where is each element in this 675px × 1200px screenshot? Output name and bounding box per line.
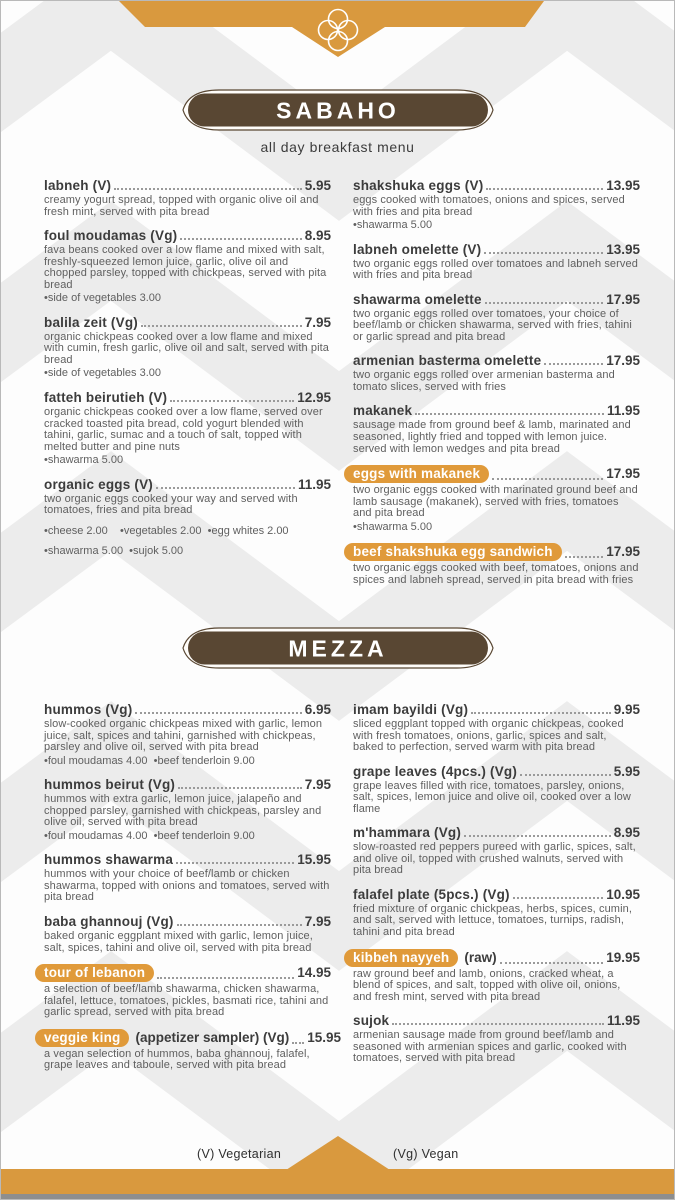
menu-item-header	[353, 949, 640, 967]
menu-item-description: slow-roasted red peppers pureed with garlic, spices, salt, and olive oil, topped with crushed walnuts, served with pita bread	[353, 841, 636, 877]
menu-item-header	[353, 702, 640, 717]
menu-item-name: beef shakshuka egg sandwich	[344, 543, 562, 561]
menu-item-name: falafel plate (5pcs.) (Vg)	[353, 886, 510, 902]
menu-item-header	[44, 777, 331, 792]
menu-item-description: grape leaves filled with rice, tomatoes, parsley, onions, salt, spices, lemon juice and olive oil, cooked over a low flame	[353, 779, 631, 815]
menu-item-header	[353, 292, 640, 307]
menu-item-addon: •side of vegetables 3.00	[44, 367, 161, 380]
menu-item-price: 8.95	[304, 228, 331, 244]
menu-item	[44, 914, 331, 954]
dotted-leader	[178, 787, 302, 789]
section-badge-mezza	[180, 623, 496, 678]
menu-item	[353, 465, 640, 533]
menu-item	[44, 178, 331, 218]
menu-item-description: two organic eggs rolled over tomatoes and labneh served with fries and pita bread	[353, 257, 638, 282]
menu-item-addon: •foul moudamas 4.00 •beef tenderloin 9.00	[44, 829, 255, 842]
menu-item-header	[353, 543, 640, 561]
menu-item-price: 11.95	[606, 403, 640, 419]
menu-item-header	[44, 178, 331, 193]
menu-item-header	[44, 477, 331, 492]
dotted-leader	[492, 478, 603, 480]
menu-item	[44, 390, 331, 467]
menu-item-description: slow-cooked organic chickpeas mixed with garlic, lemon juice, salt, spices and tahini, garnished with chickpeas, parsley and olive oil, served with pita bread	[44, 718, 323, 754]
menu-item-price: 9.95	[613, 702, 640, 717]
menu-item-header	[44, 390, 331, 405]
menu-item	[44, 852, 331, 904]
menu-item-name: eggs with makanek	[344, 465, 489, 483]
menu-item-description: baked organic eggplant mixed with garlic, lemon juice, salt, spices, tahini and olive oil, served with pita bread	[44, 930, 313, 954]
menu-item-name: labneh omelette (V)	[353, 241, 482, 257]
menu-column-left	[44, 178, 331, 596]
menu-item-header	[353, 403, 640, 418]
menu-item-price: 5.95	[613, 763, 640, 779]
menu-item-price: 11.95	[606, 1013, 640, 1029]
menu-item-description: two organic eggs rolled over armenian basterma and tomato slices, served with fries	[353, 369, 615, 393]
menu-item-price: 15.95	[297, 852, 331, 868]
menu-item-name: imam bayildi (Vg)	[353, 702, 469, 717]
menu-item-price: 6.95	[304, 702, 331, 717]
menu-item	[353, 764, 640, 816]
menu-item-description: armenian sausage made from ground beef/lamb and seasoned with armenian spices and garlic, cooked with tomatoes, served with pita bread	[353, 1029, 627, 1065]
menu-item	[44, 1029, 342, 1072]
section-title-sabaho: SABAHO	[275, 97, 400, 124]
dotted-leader	[156, 487, 295, 489]
dotted-leader	[485, 302, 603, 304]
dotted-leader	[141, 325, 302, 327]
section-badge-sabaho	[180, 85, 496, 140]
menu-item-name: veggie king	[35, 1029, 129, 1047]
dotted-leader	[415, 413, 604, 415]
menu-item-name: hummos shawarma	[44, 852, 174, 868]
menu-item	[353, 403, 640, 455]
dotted-leader	[520, 774, 611, 776]
menu-item-name: armenian basterma omelette	[353, 353, 542, 369]
menu-item-header	[44, 1029, 342, 1047]
menu-item-price: 13.95	[606, 178, 640, 193]
dotted-leader	[176, 862, 294, 864]
dotted-leader	[471, 712, 611, 714]
menu-item-header	[44, 914, 331, 929]
menu-item-description: sausage made from ground beef & lamb, marinated and seasoned, lightly fried and topped with lemon juice. served with lemon wedges and pita bread	[353, 419, 631, 455]
dotted-leader	[170, 400, 294, 402]
menu-item-header	[44, 315, 331, 330]
menu-item-suffix: (appetizer sampler) (Vg)	[135, 1029, 290, 1045]
menu-item-price: 11.95	[297, 476, 331, 492]
menu-item-name: sujok	[353, 1013, 390, 1029]
menu-item-price: 7.95	[304, 914, 331, 930]
dotted-leader	[544, 363, 603, 365]
dotted-leader	[500, 962, 604, 964]
dotted-leader	[180, 238, 301, 240]
footer-peak-shape	[286, 1136, 390, 1170]
menu-item-name: organic eggs (V)	[44, 476, 153, 492]
menu-item-price: 13.95	[606, 241, 640, 257]
menu-item-header	[353, 764, 640, 779]
menu-item	[353, 949, 640, 1004]
menu-item-header	[353, 353, 640, 368]
menu-item-name: shakshuka eggs (V)	[353, 178, 484, 193]
menu-item-price: 8.95	[613, 825, 640, 841]
menu-item-description: hummos with extra garlic, lemon juice, jalapeño and chopped parsley, garnished with chickpeas, parsley and olive oil, served with pita bread	[44, 793, 322, 829]
menu-item-addon: •shawarma 5.00	[353, 219, 433, 232]
menu-item-addons	[353, 220, 640, 232]
menu-item-name: makanek	[353, 403, 413, 419]
menu-item-description: sliced eggplant topped with organic chickpeas, cooked with fresh tomatoes, onions, garlic, spices and salt, baked to perfection, served warm with pita bread	[353, 718, 624, 754]
dotted-leader	[157, 977, 294, 979]
menu-column-right	[353, 702, 640, 1082]
menu-item-price: 12.95	[297, 390, 331, 406]
menu-item-addons	[44, 526, 331, 558]
dotted-leader	[177, 924, 302, 926]
menu-item	[353, 292, 640, 344]
menu-item-addons	[353, 522, 640, 534]
menu-item-description: organic chickpeas cooked over a low flame and mixed with cumin, fresh garlic, olive oil and salt, served with pita bread	[44, 330, 329, 366]
menu-item-name: grape leaves (4pcs.) (Vg)	[353, 763, 518, 779]
menu-column-left	[44, 702, 342, 1082]
menu-item-addon: •side of vegetables 3.00	[44, 292, 161, 305]
menu-item	[353, 702, 640, 754]
dotted-leader	[513, 897, 603, 899]
menu-item-addon: •shawarma 5.00	[353, 520, 433, 533]
menu-item-price: 17.95	[606, 291, 640, 307]
menu-item-header	[44, 702, 331, 717]
bottom-border	[1, 1194, 674, 1199]
menu-item-addons	[44, 455, 331, 467]
menu-item-price: 17.95	[606, 544, 640, 560]
menu-item-description: hummos with your choice of beef/lamb or chicken shawarma, topped with onions and tomatoes, served with pita bread	[44, 868, 330, 904]
menu-item	[353, 178, 640, 232]
menu-item-price: 7.95	[304, 314, 331, 330]
menu-item-header	[353, 465, 640, 483]
menu-item-description: fried mixture of organic chickpeas, herbs, spices, cumin, and salt, served with lettuce, tomatoes, turnips, radish, tahini and pita bread	[353, 902, 632, 939]
menu-item-name: tour of lebanon	[35, 964, 154, 982]
menu-item-price: 15.95	[307, 1029, 342, 1045]
menu-item-description: two organic eggs cooked with beef, tomatoes, onions and spices and labneh spread, served in pita bread with fries	[353, 562, 639, 586]
dotted-leader	[484, 252, 603, 254]
mezza-columns	[44, 702, 640, 1082]
menu-item	[353, 1013, 640, 1065]
menu-item-name: balila zeit (Vg)	[44, 314, 138, 330]
legend-vegetarian: (V) Vegetarian	[197, 1147, 282, 1161]
menu-item-name: hummos (Vg)	[44, 702, 133, 717]
menu-item-addons	[44, 368, 331, 380]
menu-item-price: 17.95	[606, 353, 640, 369]
menu-item-name: baba ghannouj (Vg)	[44, 914, 174, 930]
menu-item-name: kibbeh nayyeh	[344, 949, 458, 967]
dotted-leader	[565, 556, 603, 558]
legend-vegan: (Vg) Vegan	[393, 1147, 459, 1161]
menu-item-addon: •foul moudamas 4.00 •beef tenderloin 9.00	[44, 754, 255, 767]
menu-item-suffix: (raw)	[464, 949, 497, 965]
menu-item-header	[44, 852, 331, 867]
menu-item-header	[44, 964, 331, 982]
menu-item	[44, 315, 331, 380]
menu-item	[44, 777, 331, 842]
dotted-leader	[135, 712, 301, 714]
footer-band	[1, 1169, 674, 1194]
menu-item-name: fatteh beirutieh (V)	[44, 390, 168, 406]
menu-item-header	[44, 228, 331, 243]
menu-item-description: a vegan selection of hummos, baba ghannouj, falafel, grape leaves and taboule, served with pita bread	[44, 1047, 310, 1072]
menu-item-header	[353, 887, 640, 902]
menu-item-price: 19.95	[606, 949, 640, 965]
sabaho-columns	[44, 178, 640, 596]
clover-logo-icon	[315, 6, 361, 54]
menu-item-price: 7.95	[304, 777, 331, 793]
dotted-leader	[464, 835, 611, 837]
menu-item-description: creamy yogurt spread, topped with organic olive oil and fresh mint, served with pita bread	[44, 194, 319, 218]
menu-item-addon: •cheese 2.00 •vegetables 2.00 •egg whites 2.00	[44, 524, 289, 537]
menu-item-addons	[44, 756, 331, 768]
menu-item-description: two organic eggs rolled over tomatoes, your choice of beef/lamb or chicken shawarma, served with fries, tahini or garlic spread and pita bread	[353, 307, 632, 343]
menu-item-price: 5.95	[304, 178, 331, 193]
menu-item-description: organic chickpeas cooked over a low flame, served over cracked toasted pita bread, cold yogurt blended with tahini, garlic, sumac and a touch of salt, topped with melted butter and pine nuts	[44, 406, 323, 453]
dotted-leader	[114, 188, 301, 190]
menu-item-description: raw ground beef and lamb, onions, cracked wheat, a blend of spices, and salt, topped with olive oil, onions, and fresh mint, served with pita bread	[353, 967, 621, 1003]
menu-item-addons	[44, 831, 331, 843]
menu-item-description: two organic eggs cooked your way and served with tomatoes, fries and pita bread	[44, 492, 298, 517]
dotted-leader	[392, 1023, 604, 1025]
menu-item-description: two organic eggs cooked with marinated ground beef and lamb sausage (makanek), served with fries, tomatoes and pita bread	[353, 484, 638, 520]
menu-item-name: labneh (V)	[44, 178, 112, 193]
menu-item-price: 14.95	[297, 965, 331, 981]
menu-item-addon: •shawarma 5.00 •sujok 5.00	[44, 545, 184, 558]
menu-item-description: eggs cooked with tomatoes, onions and spices, served with fries and pita bread	[353, 194, 625, 218]
section-subtitle: all day breakfast menu	[260, 139, 415, 155]
menu-item-name: hummos beirut (Vg)	[44, 777, 176, 793]
menu-item	[44, 228, 331, 305]
menu-item	[44, 964, 331, 1019]
menu-item	[353, 353, 640, 393]
menu-item-description: a selection of beef/lamb shawarma, chicken shawarma, falafel, lettuce, tomatoes, pickles, basmati rice, tahini and garlic spread, served with pita bread	[44, 983, 329, 1019]
menu-column-right	[353, 178, 640, 596]
menu-item-addon: •shawarma 5.00	[44, 454, 124, 467]
menu-item-header	[353, 242, 640, 257]
menu-item-header	[353, 1013, 640, 1028]
section-title-mezza: MEZZA	[287, 635, 388, 662]
menu-item-price: 10.95	[606, 886, 640, 902]
menu-item	[44, 702, 331, 767]
menu-item-name: m'hammara (Vg)	[353, 825, 462, 841]
menu-item-addons	[44, 293, 331, 305]
menu-item-header	[353, 178, 640, 193]
menu-item	[353, 825, 640, 877]
menu-item-name: foul moudamas (Vg)	[44, 228, 178, 244]
menu-item-name: shawarma omelette	[353, 291, 482, 307]
menu-item	[44, 477, 331, 558]
menu-item	[353, 543, 640, 586]
menu-item	[353, 887, 640, 939]
dotted-leader	[292, 1042, 304, 1044]
menu-item-description: fava beans cooked over a low flame and mixed with salt, freshly-squeezed lemon juice, garlic, olive oil and chopped parsley, topped with chickpeas, served with pita bread	[44, 244, 327, 291]
menu-item	[353, 242, 640, 282]
menu-item-header	[353, 825, 640, 840]
dotted-leader	[486, 188, 603, 190]
menu-item-price: 17.95	[606, 466, 640, 482]
